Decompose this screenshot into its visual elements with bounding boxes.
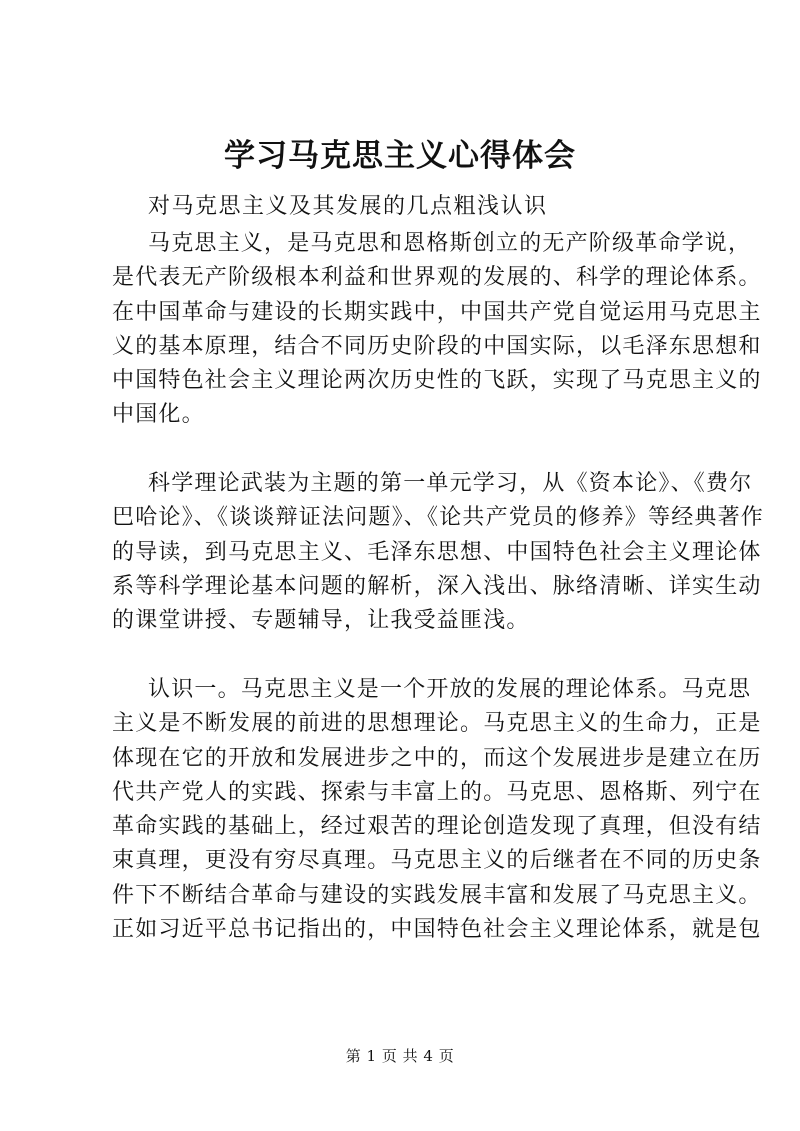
- paragraph-line: 主义是不断发展的前进的思想理论。马克思主义的生命力，正是: [112, 711, 762, 737]
- paragraph-2: [112, 467, 765, 638]
- paragraph-line: 马克思主义，是马克思和恩格斯创立的无产阶级革命学说，: [148, 231, 752, 256]
- paragraph-line: 科学理论武装为主题的第一单元学习，从《资本论》、《费尔: [148, 471, 753, 496]
- paragraph-line: 巴哈论》、《谈谈辩证法问题》、《论共产党员的修养》等经典著作: [112, 505, 765, 531]
- paragraph-line: 革命实践的基础上，经过艰苦的理论创造发现了真理，但没有结: [112, 814, 762, 840]
- page-number-footer: 第 1 页 共 4 页: [345, 1047, 455, 1065]
- paragraph-line: 正如习近平总书记指出的，中国特色社会主义理论体系，就是包: [112, 917, 762, 943]
- paragraph-line: 的课堂讲授、专题辅导，让我受益匪浅。: [112, 608, 530, 634]
- paragraph-line: 是代表无产阶级根本利益和世界观的发展的、科学的理论体系。: [112, 265, 762, 291]
- paragraph-line: 系等科学理论基本问题的解析，深入浅出、脉络清晰、详实生动: [112, 573, 762, 599]
- paragraph-line: 中国特色社会主义理论两次历史性的飞跃，实现了马克思主义的: [112, 368, 762, 394]
- paragraph-line: 在中国革命与建设的长期实践中，中国共产党自觉运用马克思主: [112, 299, 762, 325]
- paragraph-line: 的导读，到马克思主义、毛泽东思想、中国特色社会主义理论体: [112, 539, 762, 565]
- paragraph-line: 代共产党人的实践、探索与丰富上的。马克思、恩格斯、列宁在: [112, 779, 762, 805]
- paragraph-1: [112, 227, 762, 433]
- paragraph-line: 体现在它的开放和发展进步之中的，而这个发展进步是建立在历: [112, 745, 762, 771]
- paragraph-3: [112, 673, 762, 947]
- document-subtitle: 对马克思主义及其发展的几点粗浅认识: [148, 194, 548, 219]
- paragraph-line: 中国化。: [112, 402, 205, 428]
- paragraph-line: 认识一。马克思主义是一个开放的发展的理论体系。马克思: [148, 677, 752, 702]
- document-title: 学习马克思主义心得体会: [224, 138, 576, 174]
- paragraph-line: 义的基本原理，结合不同历史阶段的中国实际，以毛泽东思想和: [112, 333, 762, 359]
- paragraph-line: 束真理，更没有穷尽真理。马克思主义的后继者在不同的历史条: [112, 848, 762, 874]
- paragraph-line: 件下不断结合革命与建设的实践发展丰富和发展了马克思主义。: [112, 882, 762, 908]
